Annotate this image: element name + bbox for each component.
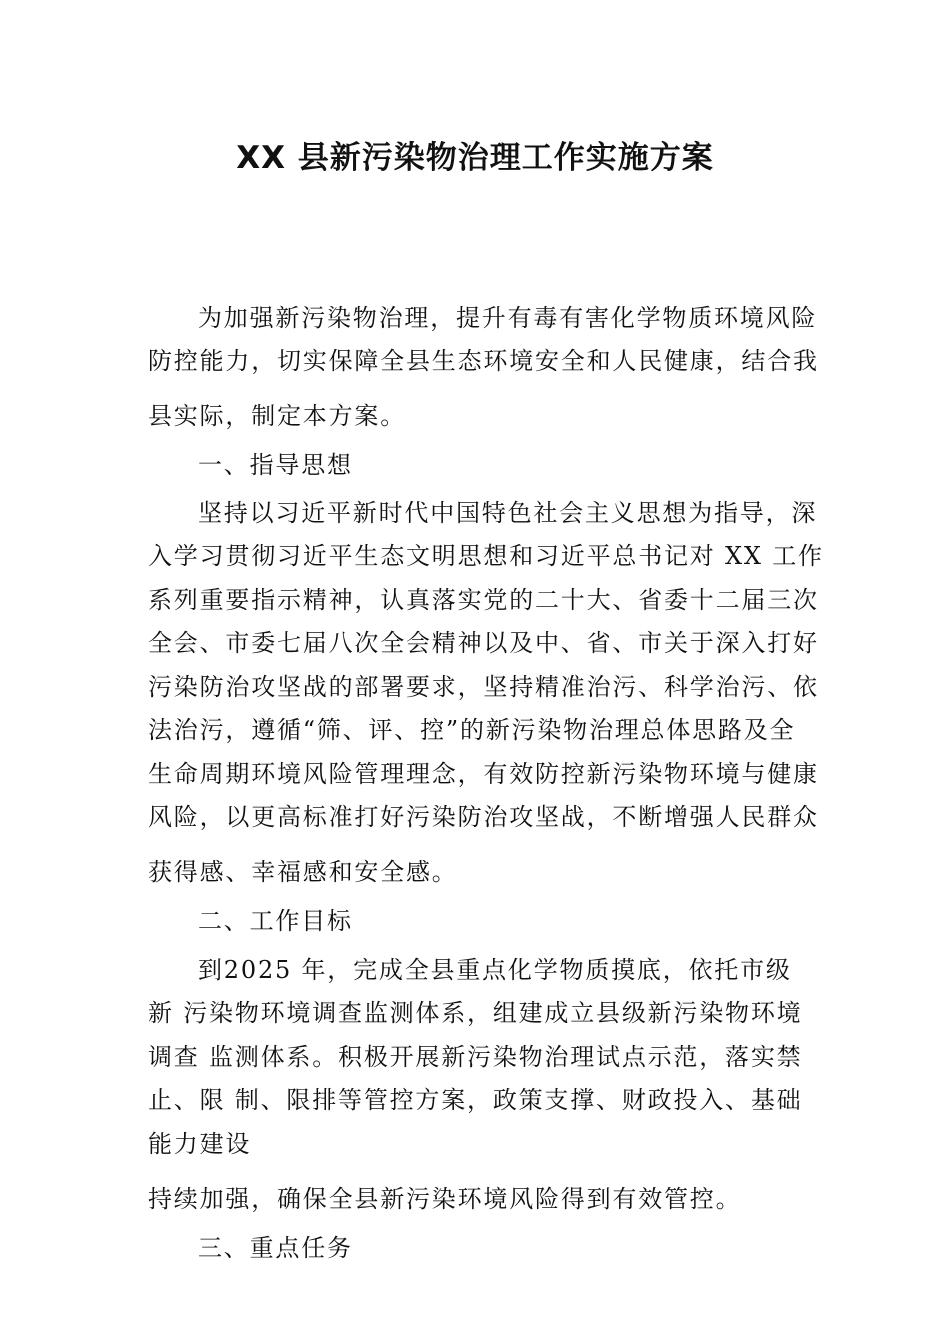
section1-heading: 一、指导思想 (198, 451, 353, 479)
section1-line-6: 法治污，遵循“筛、评、控”的新污染物治理总体思路及全 (148, 716, 796, 744)
section2-line-5: 能力建设 (148, 1130, 252, 1158)
section2-line-2: 新 污染物环境调查监测体系，组建成立县级新污染物环境 (148, 999, 803, 1027)
section2-line-4: 止、限 制、限排等管控方案，政策支撑、财政投入、基础 (148, 1086, 803, 1114)
intro-line-2: 防控能力，切实保障全县生态环境安全和人民健康，结合我 (148, 347, 819, 375)
section2-line-6: 持续加强，确保全县新污染环境风险得到有效管控。 (148, 1185, 742, 1213)
section1-line-7: 生命周期环境风险管理理念，有效防控新污染物环境与健康 (148, 760, 819, 788)
section1-line-4: 全会、市委七届八次全会精神以及中、省、市关于深入打好 (148, 629, 819, 657)
section2-line-1: 到2025 年，完成全县重点化学物质摸底，依托市级 (198, 956, 792, 984)
document-title: XX 县新污染物治理工作实施方案 (236, 140, 714, 176)
section1-line-8: 风险，以更高标准打好污染防治攻坚战，不断增强人民群众 (148, 803, 819, 831)
section1-line-5: 污染防治攻坚战的部署要求，坚持精准治污、科学治污、依 (148, 673, 819, 701)
section2-line-3: 调查 监测体系。积极开展新污染物治理试点示范，落实禁 (148, 1043, 803, 1071)
section2-heading: 二、工作目标 (198, 907, 353, 935)
section1-line-9: 获得感、幸福感和安全感。 (148, 858, 458, 886)
intro-line-1: 为加强新污染物治理，提升有毒有害化学物质环境风险 (198, 304, 818, 332)
section3-heading: 三、重点任务 (198, 1234, 353, 1262)
section1-line-2: 入学习贯彻习近平生态文明思想和习近平总书记对 XX 工作 (148, 542, 824, 570)
section1-line-1: 坚持以习近平新时代中国特色社会主义思想为指导，深 (198, 499, 818, 527)
intro-line-3: 县实际，制定本方案。 (148, 402, 406, 430)
section1-line-3: 系列重要指示精神，认真落实党的二十大、省委十二届三次 (148, 586, 819, 614)
